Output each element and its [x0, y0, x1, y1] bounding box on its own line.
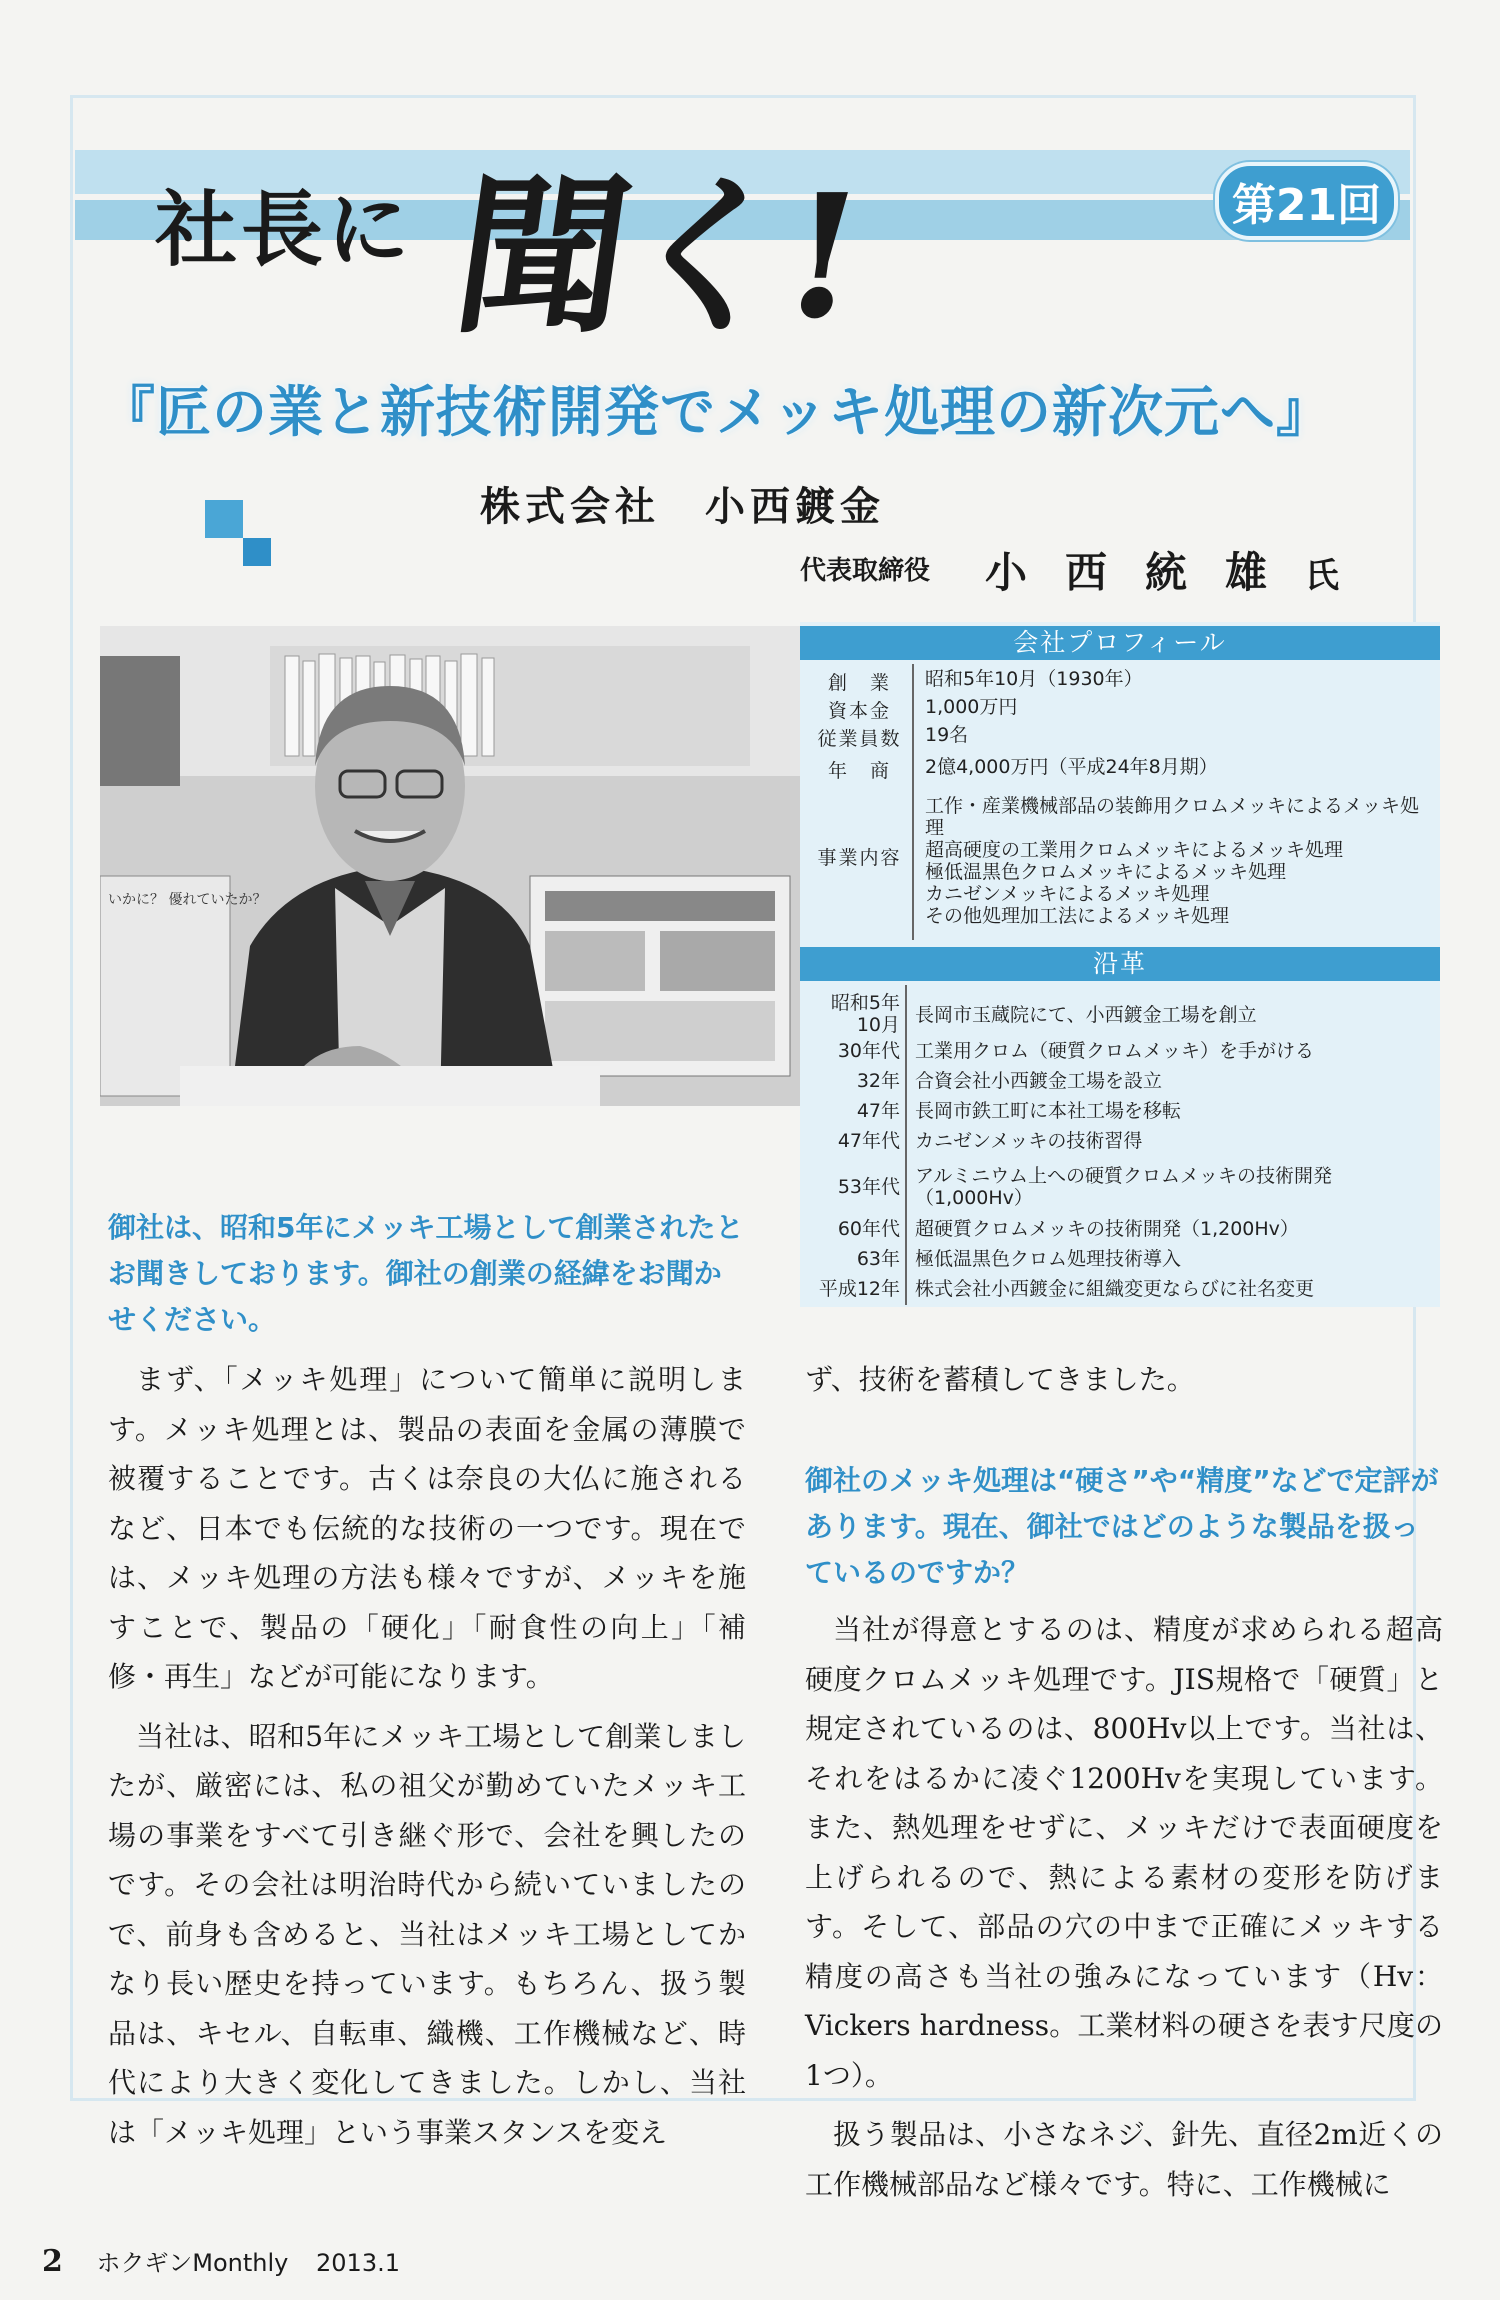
article-paragraph: 当社が得意とするのは、精度が求められる超高硬度クロムメッキ処理です。JIS規格で「硬質」と規定されているのは、800Hv以上です。当社は、それをはるかに凌ぐ1200Hvを実現しています。また、熱処理をせずに、メッキだけで表面硬度を上げられるので、熱による素材の変形を防げます。そして、部品の穴の中まで正確にメッキする精度の高さも当社の強みになっています（Hv：Vickers hardness。工業材料の硬さを表す尺度の1つ）。: [805, 1613, 1443, 2092]
profile-value: 工作・産業機械部品の装飾用クロムメッキによるメッキ処理 超高硬度の工業用クロムメッキによるメッキ処理 極低温黒色クロムメッキによるメッキ処理 カニゼンメッキによるメッキ処理 その他処理加工法によるメッキ処理: [925, 795, 1420, 927]
history-year: 平成12年: [818, 1278, 900, 1300]
history-year: 47年: [856, 1100, 900, 1122]
history-event: 株式会社小西鍍金に組織変更ならびに社名変更: [915, 1278, 1315, 1300]
history-year: 63年: [856, 1248, 900, 1270]
poster-text: いかに？ 優れていたか？: [108, 892, 267, 908]
president-photo: [100, 626, 800, 1106]
episode-badge: 第21回: [1215, 162, 1398, 240]
column-title-brush: 聞く!: [443, 157, 869, 357]
history-event: 長岡市玉蔵院にて、小西鍍金工場を創立: [915, 1004, 1257, 1026]
history-event: カニゼンメッキの技術習得: [915, 1130, 1143, 1152]
article-paragraph: 当社は、昭和5年にメッキ工場として創業しましたが、厳密には、私の祖父が勤めていたメッキ工場の事業をすべて引き継ぐ形で、会社を興したのです。その会社は明治時代から続いていましたので、前身も含めると、当社はメッキ工場としてかなり長い歴史を持っています。もちろん、扱う製品は、キセル、自転車、織機、工作機械など、時代により大きく変化してきました。しかし、当社は「メッキ処理」という事業スタンスを変え: [108, 1719, 746, 2149]
history-year: 53年代: [837, 1176, 900, 1198]
profile-value: 2億4,000万円（平成24年8月期）: [925, 756, 1218, 778]
article-paragraph: 扱う製品は、小さなネジ、針先、直径2m近くの工作機械部品など様々です。特に、工作機械に: [805, 2118, 1443, 2201]
page-number: 2: [42, 2244, 63, 2279]
history-event: 極低温黒色クロム処理技術導入: [915, 1248, 1182, 1270]
interview-question: 御社は、昭和5年にメッキ工場として創業されたとお聞きしております。御社の創業の経緯をお聞かせください。: [108, 1211, 744, 1336]
history-heading: 沿革: [800, 947, 1440, 981]
interview-question: 御社のメッキ処理は“硬さ”や“精度”などで定評があります。現在、御社ではどのような製品を扱っているのですか？: [805, 1464, 1439, 1589]
profile-value: 19名: [925, 724, 969, 746]
decor-square: [205, 500, 243, 538]
profile-heading: 会社プロフィール: [800, 626, 1440, 660]
profile-label: 年 商: [827, 760, 891, 782]
history-year: 60年代: [837, 1218, 900, 1240]
profile-value: 昭和5年10月（1930年）: [925, 668, 1143, 690]
column-title: 社長に: [155, 183, 414, 278]
decor-square: [243, 538, 271, 566]
issue-date: 2013.1: [316, 2249, 400, 2277]
article-paragraph: ず、技術を蓄積してきました。: [805, 1363, 1195, 1396]
company-name: 株式会社 小西鍍金: [480, 484, 885, 530]
photo-illustration: [100, 626, 800, 1106]
history-event: アルミニウム上への硬質クロムメッキの技術開発 （1,000Hv）: [915, 1165, 1333, 1209]
history-event: 工業用クロム（硬質クロムメッキ）を手がける: [915, 1040, 1315, 1062]
profile-label: 創 業: [827, 672, 891, 694]
publication-name: ホクギンMonthly: [96, 2249, 289, 2277]
history-event: 超硬質クロムメッキの技術開発（1,200Hv）: [915, 1218, 1299, 1240]
profile-label: 従業員数: [817, 728, 902, 750]
history-year: 昭和5年 10月: [830, 992, 900, 1036]
representative-name: 小西統雄氏: [985, 548, 1340, 597]
profile-value: 1,000万円: [925, 696, 1018, 718]
article-headline: 『匠の業と新技術開発でメッキ処理の新次元へ』: [100, 380, 1333, 444]
history-event: 長岡市鉄工町に本社工場を移転: [915, 1100, 1182, 1122]
history-year: 47年代: [837, 1130, 900, 1152]
article-paragraph: まず、「メッキ処理」について簡単に説明します。メッキ処理とは、製品の表面を金属の薄膜で被覆することです。古くは奈良の大仏に施されるなど、日本でも伝統的な技術の一つです。現在では、メッキ処理の方法も様々ですが、メッキを施すことで、製品の「硬化」「耐食性の向上」「補修・再生」などが可能になります。: [108, 1363, 746, 1693]
profile-divider: [912, 664, 914, 940]
history-year: 30年代: [837, 1040, 900, 1062]
history-divider: [905, 985, 907, 1305]
profile-label: 資本金: [827, 700, 891, 722]
article-column-right: [805, 1355, 1443, 1405]
history-year: 32年: [856, 1070, 900, 1092]
page-footer: [42, 2243, 400, 2279]
history-event: 合資会社小西鍍金工場を設立: [915, 1070, 1163, 1092]
representative-role: 代表取締役: [800, 556, 931, 586]
article-column-left: [108, 1355, 746, 2157]
profile-label: 事業内容: [817, 847, 902, 869]
article-column-right-body: [805, 1605, 1443, 2209]
